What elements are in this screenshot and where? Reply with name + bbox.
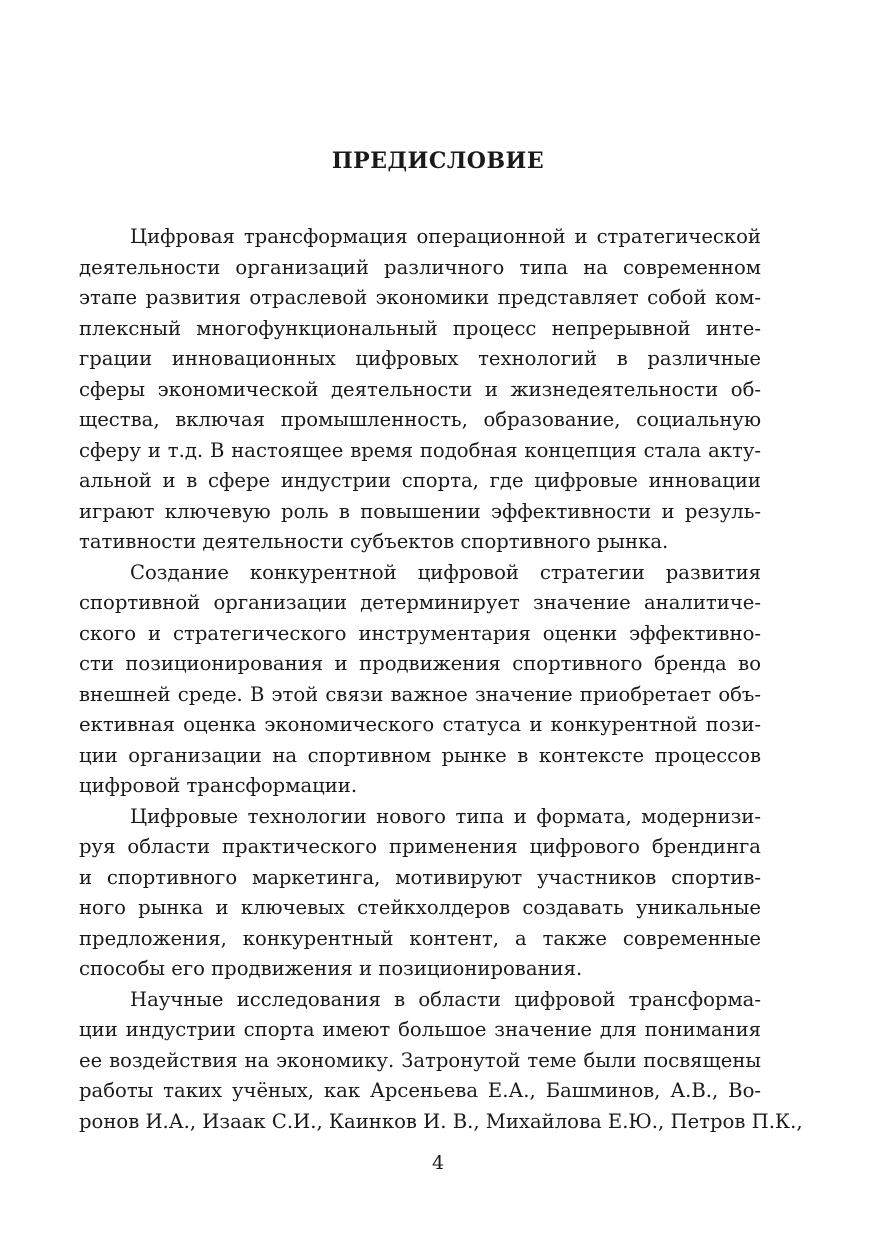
text-line: работы таких учёных, как Арсеньева Е.А., Башминов, А.В., Во- (79, 1079, 761, 1102)
text-line: плексный многофункциональный процесс непрерывной инте- (79, 316, 761, 340)
text-line: грации инновационных цифровых технологий в различные (79, 347, 761, 370)
text-line: альной и в сфере индустрии спорта, где цифровые инновации (79, 469, 761, 492)
text-line: ного рынка и ключевых стейкхолдеров создавать уникальные (79, 896, 761, 919)
text-line: сти позиционирования и продвижения спортивного бренда во (79, 652, 761, 675)
text-line: Цифровые технологии нового типа и формата, модернизи- (130, 804, 761, 828)
text-line: ции организации на спортивном рынке в контексте процессов (79, 743, 761, 767)
text-line: руя области практического применения цифрового брендинга (79, 835, 761, 858)
text-line: сферу и т.д. В настоящее время подобная концепция стала акту- (79, 438, 761, 462)
text-line: Цифровая трансформация операционной и стратегической (130, 225, 761, 248)
text-line: Научные исследования в области цифровой трансформа- (130, 987, 761, 1011)
text-line: ции индустрии спорта имеют большое значение для понимания (79, 1018, 761, 1041)
page-title: ПРЕДИСЛОВИЕ (331, 148, 545, 174)
paragraph-4 (79, 985, 803, 1138)
text-line: предложения, конкурентный контент, а также современные (79, 926, 761, 950)
page-number: 4 (431, 1152, 445, 1174)
paragraph-1 (79, 222, 761, 558)
text-line: цифровой трансформации. (79, 774, 358, 797)
text-line: и спортивного маркетинга, мотивируют участников спортив- (79, 865, 761, 889)
text-line: этапе развития отраслевой экономики представляет собой ком- (79, 286, 761, 309)
text-line: способы его продвижения и позиционирования. (79, 957, 583, 980)
text-line: спортивной организации детерминирует значение аналитиче- (79, 591, 761, 614)
text-line: играют ключевую роль в повышении эффективности и резуль- (79, 499, 761, 523)
body-text (79, 222, 803, 1137)
text-line: ронов И.А., Изаак С.И., Каинков И. В., Михайлова Е.Ю., Петров П.К., (79, 1109, 803, 1133)
text-line: Создание конкурентной цифровой стратегии развития (130, 560, 761, 584)
text-line: внешней среде. В этой связи важное значение приобретает объ- (79, 682, 761, 706)
text-line: сферы экономической деятельности и жизнедеятельности об- (79, 377, 761, 401)
paragraph-2 (79, 558, 761, 802)
text-line: ского и стратегического инструментария оценки эффективно- (79, 621, 761, 645)
text-line: ективная оценка экономического статуса и конкурентной пози- (79, 713, 761, 736)
text-line: ее воздействия на экономику. Затронутой теме были посвящены (79, 1048, 761, 1072)
paragraph-3 (79, 802, 761, 985)
text-line: деятельности организаций различного типа на современном (79, 255, 761, 279)
text-line: тативности деятельности субъектов спортивного рынка. (79, 530, 669, 553)
text-line: щества, включая промышленность, образование, социальную (79, 408, 761, 431)
